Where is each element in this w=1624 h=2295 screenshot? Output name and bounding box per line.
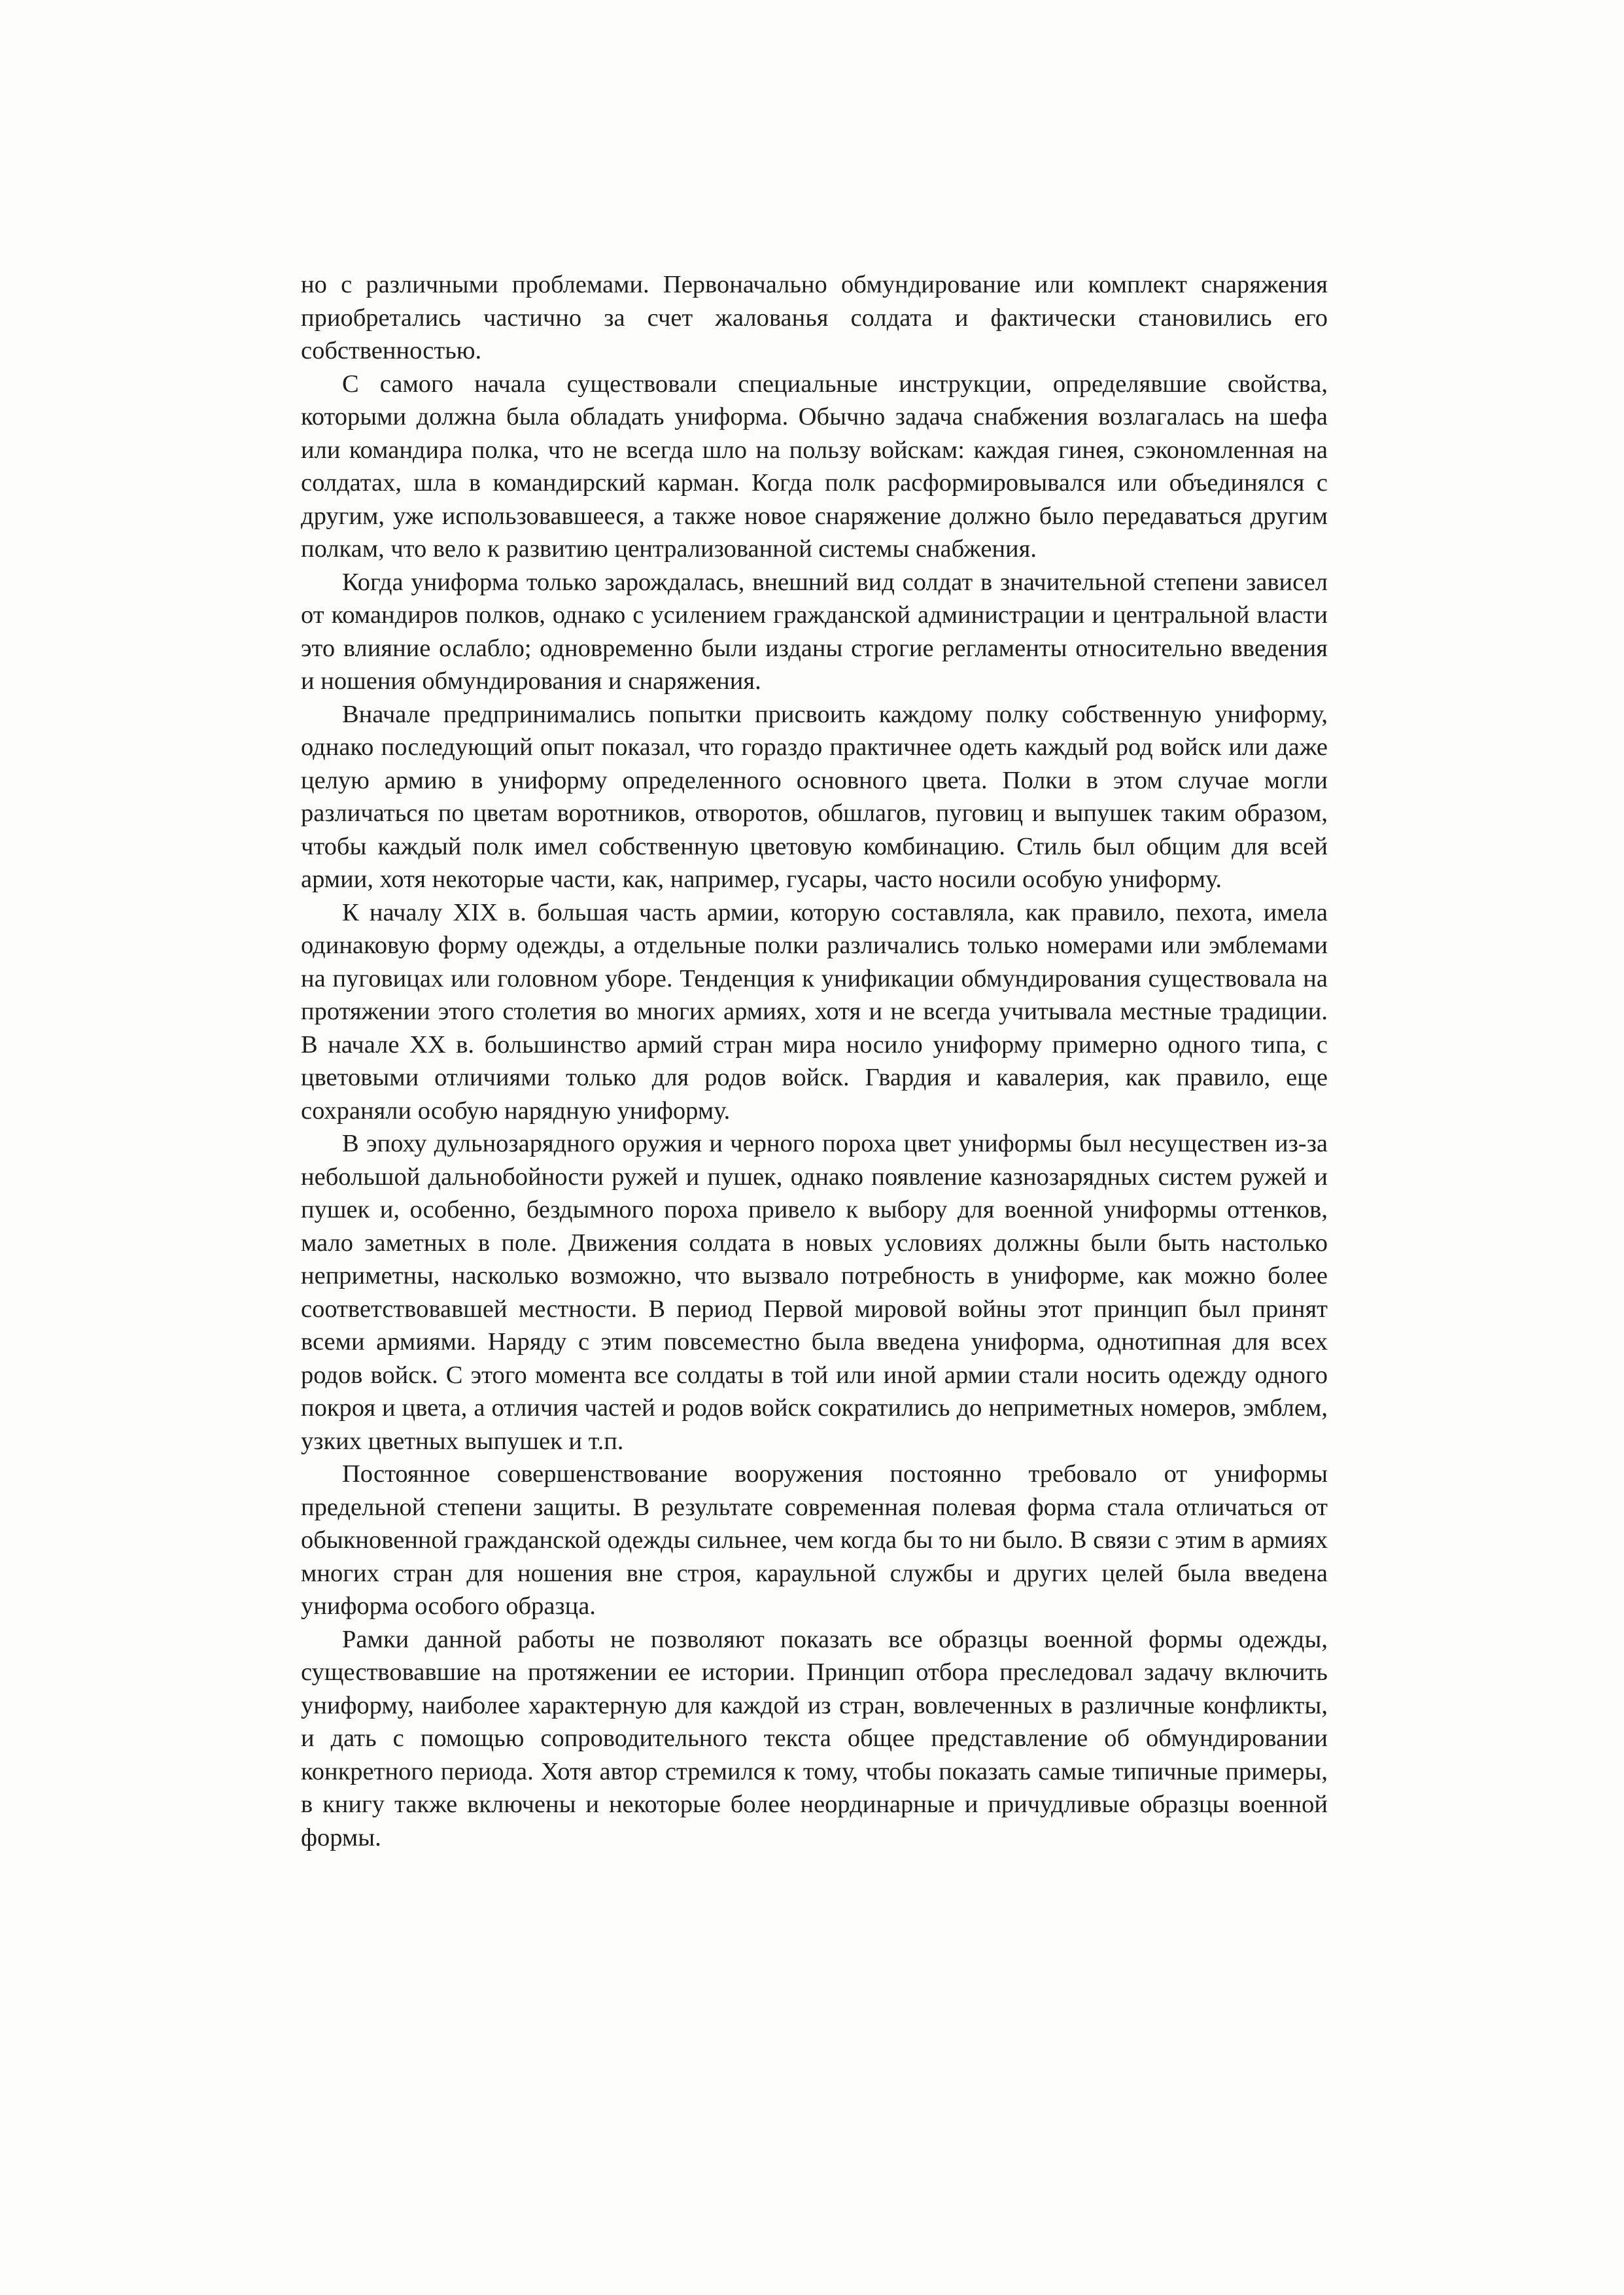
body-text-column	[301, 268, 1328, 1854]
paragraph-1: но с различными проблемами. Первоначально обмундирование или комплект снаряжения приобретались частично за счет жалованья солдата и фактически становились его собственностью.	[301, 271, 1328, 364]
paragraph-6: В эпоху дульнозарядного оружия и черного пороха цвет униформы был несуществен из-за небольшой дальнобойности ружей и пушек, однако появление казнозарядных систем ружей и пушек и, особенно, бездымного пороха привело к выбору для военной униформы оттенков, мало заметных в поле. Движения солдата в новых условиях должны были быть настолько неприметны, насколько возможно, что вызвало потребность в униформе, как можно более соответствовавшей местности. В период Первой мировой войны этот принцип был принят всеми армиями. Наряду с этим повсеместно была введена униформа, однотипная для всех родов войск. С этого момента все солдаты в той или иной армии стали носить одежду одного покроя и цвета, а отличия частей и родов войск сократились до неприметных номеров, эмблем, узких цветных выпушек и т.п.	[301, 1130, 1328, 1455]
paragraph-7: Постоянное совершенствование вооружения постоянно требовало от униформы предельной степени защиты. В результате современная полевая форма стала отличаться от обыкновенной гражданской одежды сильнее, чем когда бы то ни было. В связи с этим в армиях многих стран для ношения вне строя, караульной службы и других целей была введена униформа особого образца.	[301, 1460, 1328, 1620]
paragraph-4: Вначале предпринимались попытки присвоить каждому полку собственную униформу, однако последующий опыт показал, что гораздо практичнее одеть каждый род войск или даже целую армию в униформу определенного основного цвета. Полки в этом случае могли различаться по цветам воротников, отворотов, обшлагов, пуговиц и выпушек таким образом, чтобы каждый полк имел собственную цветовую комбинацию. Стиль был общим для всей армии, хотя некоторые части, как, например, гусары, часто носили особую униформу.	[301, 700, 1328, 893]
paragraph-5: К началу XIX в. большая часть армии, которую составляла, как правило, пехота, имела одинаковую форму одежды, а отдельные полки различались только номерами или эмблемами на пуговицах или головном уборе. Тенденция к унификации обмундирования существовала на протяжении этого столетия во многих армиях, хотя и не всегда учитывала местные традиции. В начале XX в. большинство армий стран мира носило униформу примерно одного типа, с цветовыми отличиями только для родов войск. Гвардия и кавалерия, как правило, еще сохраняли особую нарядную униформу.	[301, 898, 1328, 1125]
paragraph-3: Когда униформа только зарождалась, внешний вид солдат в значительной степени зависел от командиров полков, однако с усилением гражданской администрации и центральной власти это влияние ослабло; одновременно были изданы строгие регламенты относительно введения и ношения обмундирования и снаряжения.	[301, 568, 1328, 695]
paragraph-8: Рамки данной работы не позволяют показать все образцы военной формы одежды, существовавшие на протяжении ее истории. Принцип отбора преследовал задачу включить униформу, наиболее характерную для каждой из стран, вовлеченных в различные конфликты, и дать с помощью сопроводительного текста общее представление об обмундировании конкретного периода. Хотя автор стремился к тому, чтобы показать самые типичные примеры, в книгу также включены и некоторые более неординарные и причудливые образцы военной формы.	[301, 1625, 1328, 1851]
paragraph-2: С самого начала существовали специальные инструкции, определявшие свойства, которыми должна была обладать униформа. Обычно задача снабжения возлагалась на шефа или командира полка, что не всегда шло на пользу войскам: каждая гинея, сэкономленная на солдатах, шла в командирский карман. Когда полк расформировывался или объединялся с другим, уже использовавшееся, а также новое снаряжение должно было передаваться другим полкам, что вело к развитию централизованной системы снабжения.	[301, 370, 1328, 563]
